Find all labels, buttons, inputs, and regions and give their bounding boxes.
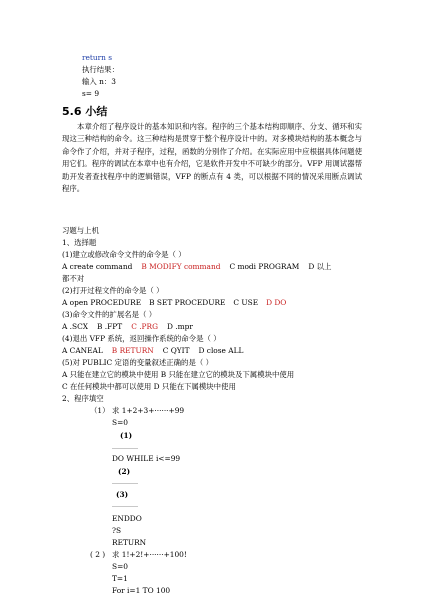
p1-blank-1-label: (1) — [120, 431, 133, 440]
p2-line-s0: S=0 — [112, 562, 128, 571]
exercises-heading: 习题与上机 — [62, 226, 99, 235]
p1-line-s0: S=0 — [112, 418, 128, 427]
p1-blank-3-label: (3) — [116, 490, 129, 499]
p1-blank-2-line — [112, 483, 138, 484]
part2-heading: 2、程序填空 — [62, 394, 104, 403]
q1-option-d: D 以上 — [308, 262, 332, 271]
q1-option-b: B MODIFY command — [141, 262, 221, 271]
p1-line-return: RETURN — [112, 538, 147, 547]
q1-options — [62, 262, 331, 272]
q5-options-cd: C 在任何模块中都可以使用 D 只能在下属模块中使用 — [62, 382, 236, 391]
p1-blank-1-line — [112, 448, 138, 449]
p1-line-print: ?S — [112, 526, 122, 535]
p1-label: （1） — [90, 406, 110, 415]
q3-option-c: C .PRG — [131, 322, 158, 331]
q1-stem: (1)建立或修改命令文件的命令是（ ） — [62, 250, 186, 259]
code-return-line: return s — [82, 53, 113, 62]
q2-option-c: C USE — [233, 298, 259, 307]
q3-option-b: B .FPT — [97, 322, 123, 331]
section-number: 5.6 — [62, 105, 82, 118]
section-title: 小结 — [85, 105, 108, 118]
q1-option-a: A create command — [62, 262, 133, 271]
part1-heading: 1、选择题 — [62, 238, 97, 247]
q3-option-a: A .SCX — [62, 322, 89, 331]
p2-desc: 求 1!+2!+······+100! — [112, 550, 187, 559]
q4-option-b: B RETURN — [111, 346, 154, 355]
q4-option-c: C QYIT — [162, 346, 190, 355]
q4-stem: (4)退出 VFP 系统，返回操作系统的命令是（ ） — [62, 334, 221, 343]
q2-options — [62, 298, 286, 308]
result-label: 执行结果： — [82, 65, 119, 74]
q4-option-d: D close ALL — [198, 346, 244, 355]
p1-line-enddo: ENDDO — [112, 514, 142, 523]
p1-blank-2-label: (2) — [118, 467, 131, 476]
input-line: 输入 n：3 — [82, 77, 116, 86]
section-heading — [62, 103, 107, 119]
q4-option-a: A CANEAL — [62, 346, 103, 355]
p2-label: ( 2 ) — [90, 550, 106, 559]
q5-options-ab: A 只能在建立它的模块中使用 B 只能在建立它的模块及下属模块中使用 — [62, 370, 295, 379]
q2-option-a: A open PROCEDURE — [62, 298, 142, 307]
q5-stem: (5)对 PUBLIC 定语的变量叙述正确的是（ ） — [62, 358, 213, 367]
p1-blank-3-line — [112, 506, 138, 507]
q4-options — [62, 346, 243, 356]
q1-option-c: C modi PROGRAM — [229, 262, 300, 271]
q2-option-b: B SET PROCEDURE — [149, 298, 226, 307]
q3-option-d: D .mpr — [166, 322, 193, 331]
output-line: s= 9 — [82, 89, 100, 98]
q2-option-d: D DO — [266, 298, 287, 307]
p1-desc: 求 1+2+3+······+99 — [112, 406, 185, 415]
summary-paragraph: 本章介绍了程序设计的基本知识和内容。程序的三个基本结构即顺序、分支、循环和实现这三种结构的命令。这三种结构是贯穿于整个程序设计中的。对多模块结构的基本概念与命令作了介绍，并对子程序，过程，函数的分别作了介绍。在实际应用中应根据具体问题使用它们。程序的调试在本章中也有介绍，它是软件开发中不可缺少的部分。VFP 用调试器帮助开发者查找程序中的逻辑错误，VFP 的断点有 4 类，可以根据不同的情况采用断点调试程序。 — [62, 122, 362, 194]
q1-option-d-cont: 都不对 — [62, 274, 85, 283]
p2-line-for: For i=1 TO 100 — [112, 586, 171, 595]
q3-stem: (3)命令文件的扩展名是（ ） — [62, 310, 157, 319]
q2-stem: (2)打开过程文件的命令是（ ） — [62, 286, 164, 295]
p2-line-t1: T=1 — [112, 574, 128, 583]
q3-options — [62, 322, 193, 332]
p1-line-dowhile: DO WHILE i<=99 — [112, 454, 181, 463]
